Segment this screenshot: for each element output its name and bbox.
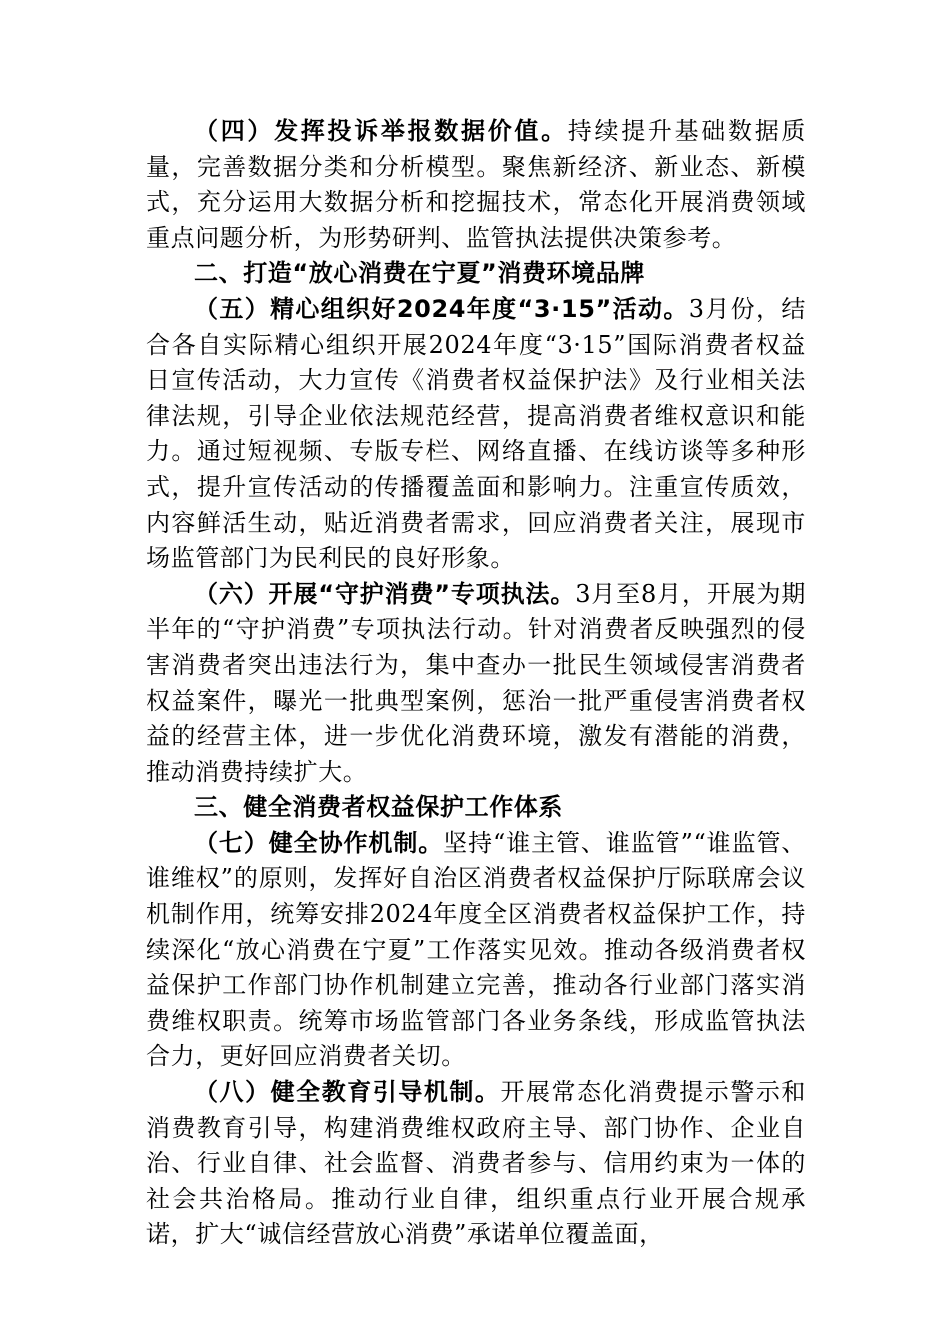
paragraph-4-body: 持续提升基础数据质量，完善数据分类和分析模型。聚焦新经济、新业态、新模式，充分运用大数据分析和挖掘技术，常态化开展消费领域重点问题分析，为形势研判、监管执法提供决策参考。 (146, 117, 806, 252)
paragraph-6-title: （六）开展“守护消费”专项执法。 (194, 579, 576, 608)
paragraph-7-title: （七）健全协作机制。 (194, 828, 444, 857)
section-heading-2: 二、打造“放心消费在宁夏”消费环境品牌 (194, 259, 645, 288)
paragraph-8-body: 开展常态化消费提示警示和消费教育引导，构建消费维权政府主导、部门协作、企业自治、行业自律、社会监督、消费者参与、信用约束为一体的社会共治格局。推动行业自律，组织重点行业开展合规承诺，扩大“诚信经营放心消费”承诺单位覆盖面， (146, 1078, 806, 1249)
paragraph-5 (146, 292, 806, 577)
paragraph-4-title: （四）发挥投诉举报数据价值。 (194, 117, 568, 145)
document-page (146, 114, 806, 1253)
paragraph-5-body: 3月份，结合各自实际精心组织开展2024年度“3·15”国际消费者权益日宣传活动，大力宣传《消费者权益保护法》及行业相关法律法规，引导企业依法规范经营，提高消费者维权意识和能力。通过短视频、专版专栏、网络直播、在线访谈等多种形式，提升宣传活动的传播覆盖面和影响力。注重宣传质效，内容鲜活生动，贴近消费者需求，回应消费者关注，展现市场监管部门为民利民的良好形象。 (146, 294, 806, 573)
paragraph-8-title: （八）健全教育引导机制。 (194, 1078, 501, 1107)
paragraph-5-title: （五）精心组织好2024年度“3·15”活动。 (194, 294, 689, 323)
section-heading-3: 三、健全消费者权益保护工作体系 (194, 793, 563, 822)
paragraph-8 (146, 1075, 806, 1253)
paragraph-6 (146, 577, 806, 791)
paragraph-7 (146, 826, 806, 1075)
paragraph-6-body: 3月至8月，开展为期半年的“守护消费”专项执法行动。针对消费者反映强烈的侵害消费者突出违法行为，集中查办一批民生领域侵害消费者权益案件，曝光一批典型案例，惩治一批严重侵害消费者权益的经营主体，进一步优化消费环境，激发有潜能的消费，推动消费持续扩大。 (146, 579, 806, 786)
paragraph-7-body: 坚持“谁主管、谁监管”“谁监管、谁维权”的原则，发挥好自治区消费者权益保护厅际联席会议机制作用，统筹安排2024年度全区消费者权益保护工作，持续深化“放心消费在宁夏”工作落实见效。推动各级消费者权益保护工作部门协作机制建立完善，推动各行业部门落实消费维权职责。统筹市场监管部门各业务条线，形成监管执法合力，更好回应消费者关切。 (146, 828, 806, 1071)
paragraph-4 (146, 114, 806, 256)
